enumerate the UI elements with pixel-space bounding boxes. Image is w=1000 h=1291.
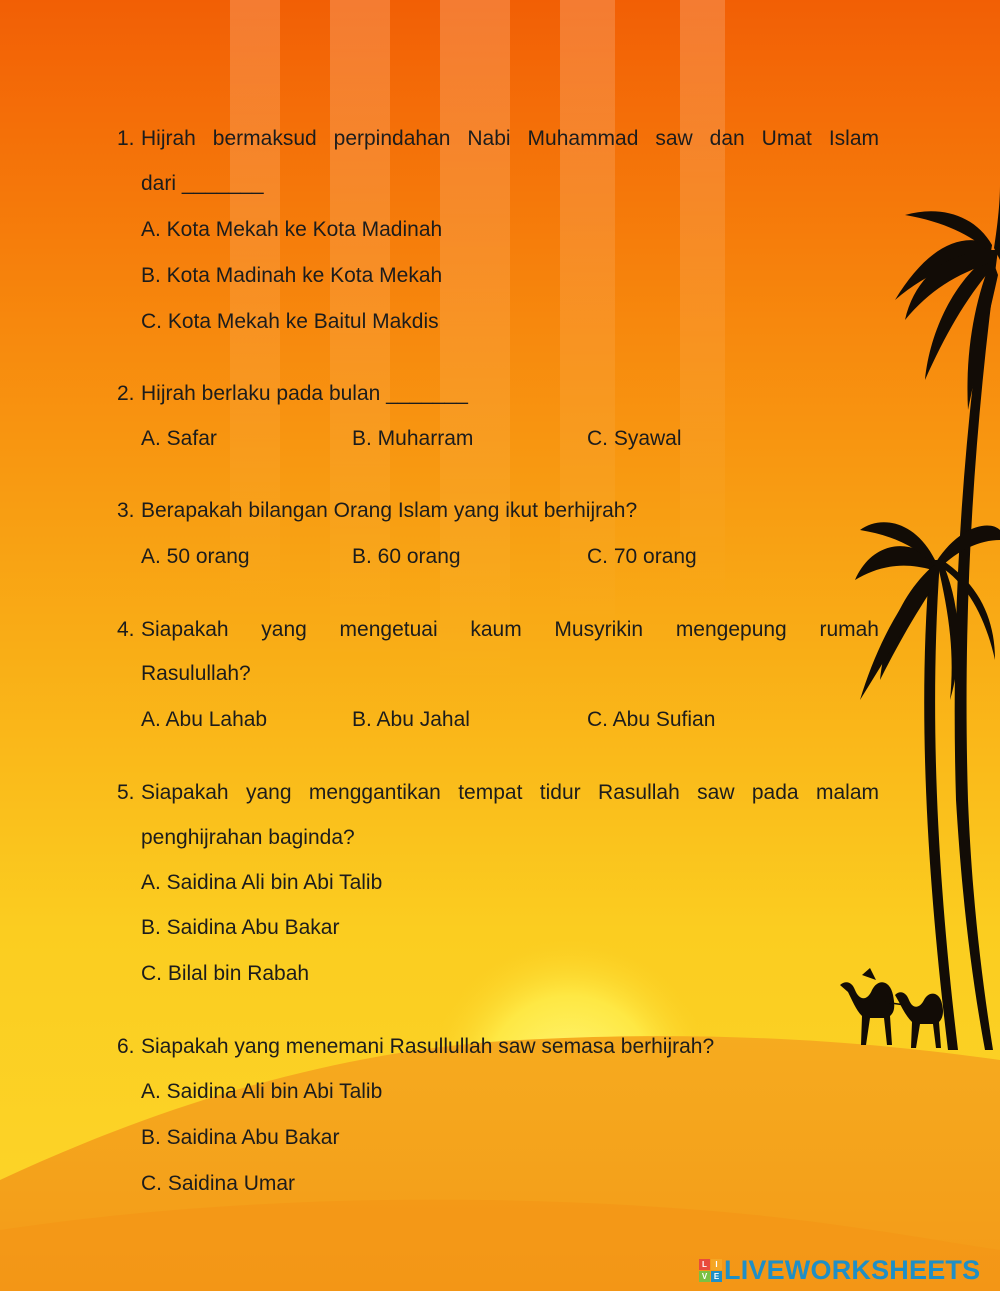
answer-option-a[interactable]: A. Saidina Ali bin Abi Talib bbox=[141, 871, 383, 894]
answer-option-b[interactable]: B. 60 orang bbox=[352, 545, 461, 568]
question-text: Siapakah yang mengetuai kaum Musyrikin mengepung rumah bbox=[141, 618, 879, 641]
question-text: Hijrah berlaku pada bulan _______ bbox=[141, 382, 468, 405]
question-number: 2. bbox=[117, 382, 135, 405]
liveworksheets-wordmark: LIVEWORKSHEETS bbox=[724, 1254, 981, 1285]
question-number: 1. bbox=[117, 127, 135, 150]
question-text: Siapakah yang menggantikan tempat tidur Rasullah saw pada malam bbox=[141, 781, 879, 804]
answer-option-c[interactable]: C. Syawal bbox=[587, 427, 682, 450]
question-text: dari _______ bbox=[141, 172, 264, 195]
liveworksheets-logo-icon: L I V E bbox=[699, 1259, 722, 1282]
answer-option-b[interactable]: B. Saidina Abu Bakar bbox=[141, 916, 340, 939]
answer-option-b[interactable]: B. Abu Jahal bbox=[352, 708, 470, 731]
question-text: Rasulullah? bbox=[141, 662, 251, 685]
answer-option-a[interactable]: A. Saidina Ali bin Abi Talib bbox=[141, 1080, 383, 1103]
answer-option-c[interactable]: C. 70 orang bbox=[587, 545, 697, 568]
answer-option-c[interactable]: C. Abu Sufian bbox=[587, 708, 716, 731]
answer-option-b[interactable]: B. Saidina Abu Bakar bbox=[141, 1126, 340, 1149]
question-text: Berapakah bilangan Orang Islam yang ikut berhijrah? bbox=[141, 499, 638, 522]
answer-option-c[interactable]: C. Kota Mekah ke Baitul Makdis bbox=[141, 310, 439, 333]
question-number: 3. bbox=[117, 499, 135, 522]
answer-option-a[interactable]: A. Kota Mekah ke Kota Madinah bbox=[141, 218, 443, 241]
answer-option-c[interactable]: C. Saidina Umar bbox=[141, 1172, 296, 1195]
answer-option-a[interactable]: A. Abu Lahab bbox=[141, 708, 268, 731]
question-text: penghijrahan baginda? bbox=[141, 826, 355, 849]
question-text: Hijrah bermaksud perpindahan Nabi Muhammad saw dan Umat Islam bbox=[141, 127, 879, 150]
question-number: 6. bbox=[117, 1035, 135, 1058]
question-number: 4. bbox=[117, 618, 135, 641]
answer-option-a[interactable]: A. 50 orang bbox=[141, 545, 250, 568]
liveworksheets-logo[interactable] bbox=[699, 1254, 980, 1286]
answer-option-b[interactable]: B. Kota Madinah ke Kota Mekah bbox=[141, 264, 443, 287]
answer-option-c[interactable]: C. Bilal bin Rabah bbox=[141, 962, 310, 985]
answer-option-a[interactable]: A. Safar bbox=[141, 427, 217, 450]
question-text: Siapakah yang menemani Rasullullah saw semasa berhijrah? bbox=[141, 1035, 715, 1058]
answer-option-b[interactable]: B. Muharram bbox=[352, 427, 474, 450]
question-number: 5. bbox=[117, 781, 135, 804]
